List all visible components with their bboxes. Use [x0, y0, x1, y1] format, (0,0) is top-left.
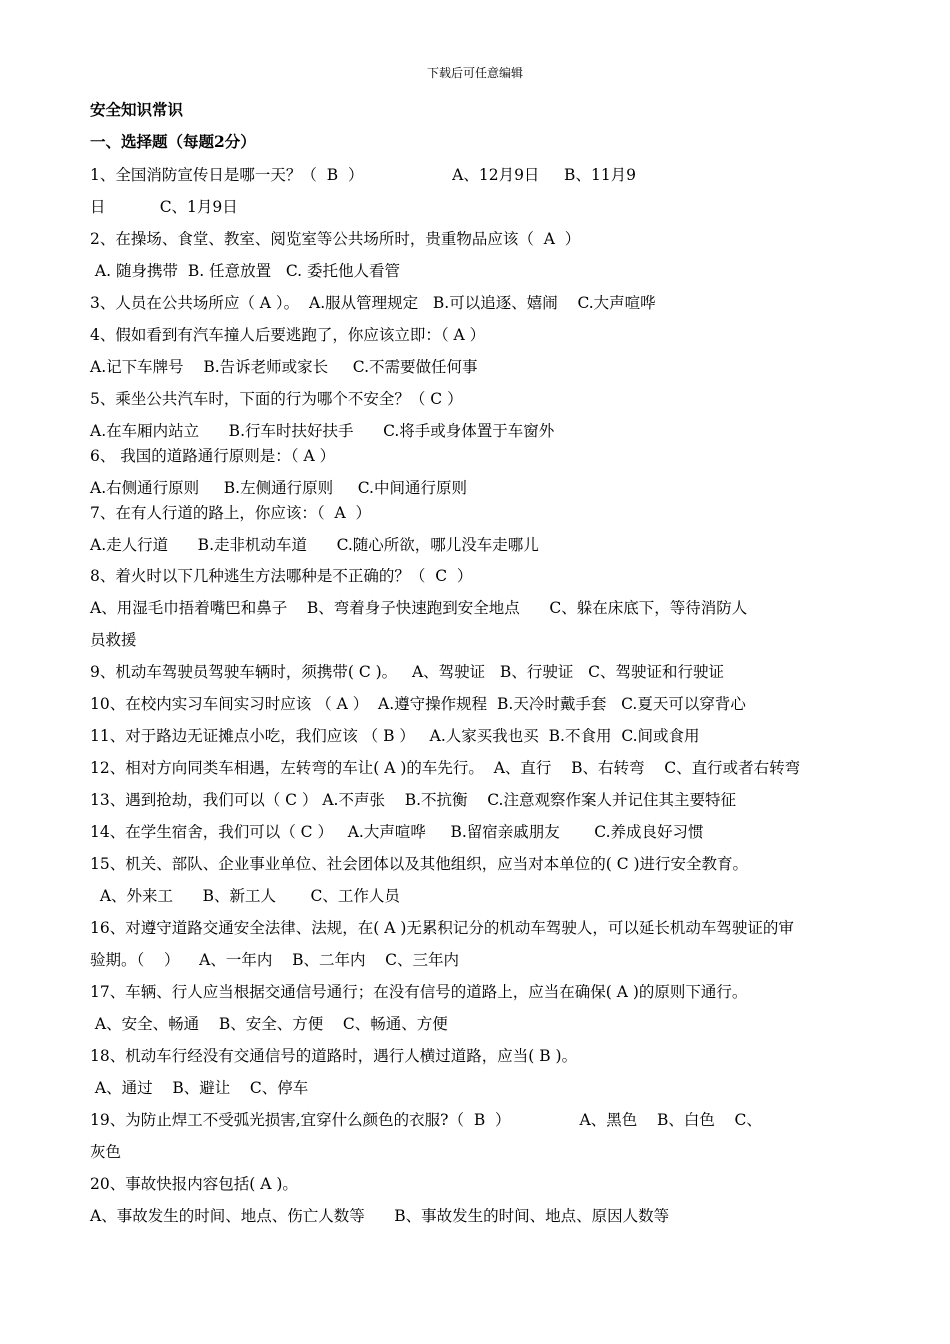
question-line: A、通过 B、避让 C、停车 [90, 1079, 309, 1097]
question-line: 日 C、1月9日 [90, 198, 238, 216]
question-line: 20、事故快报内容包括( A )。 [90, 1175, 298, 1193]
question-line: 17、车辆、行人应当根据交通信号通行；在没有信号的道路上，应当在确保( A )的原则下通行。 [90, 983, 748, 1001]
doc-title: 安全知识常识 [90, 100, 184, 119]
question-line: 8、着火时以下几种逃生方法哪种是不正确的？（ C ） [90, 567, 473, 585]
question-line: 11、对于路边无证摊点小吃，我们应该 （ B ） A.人家买我也买 B.不食用 C.间或食用 [90, 727, 700, 745]
question-line: 10、在校内实习车间实习时应该 （ A ） A.遵守操作规程 B.天冷时戴手套 C.夏天可以穿背心 [90, 695, 746, 713]
question-line: 4、假如看到有汽车撞人后要逃跑了，你应该立即：（ A ） [90, 326, 486, 344]
question-line: A. 随身携带 B. 任意放置 C. 委托他人看管 [90, 262, 401, 280]
question-line: 15、机关、部队、企业事业单位、社会团体以及其他组织，应当对本单位的( C )进行安全教育。 [90, 855, 749, 873]
header-note: 下载后可任意编辑 [426, 66, 523, 80]
question-line: A、安全、畅通 B、安全、方便 C、畅通、方便 [90, 1015, 448, 1033]
question-line: 19、为防止焊工不受弧光损害,宜穿什么颜色的衣服?（ B ） A、黑色 B、白色 C、 [90, 1111, 762, 1129]
question-line: A、事故发生的时间、地点、伤亡人数等 B、事故发生的时间、地点、原因人数等 [90, 1207, 670, 1225]
question-line: A.右侧通行原则 B.左侧通行原则 C.中间通行原则 [90, 479, 467, 497]
question-line: 1、全国消防宣传日是哪一天？（ B ） A、12月9日 B、11月9 [90, 166, 637, 184]
question-line: A.在车厢内站立 B.行车时扶好扶手 C.将手或身体置于车窗外 [90, 422, 555, 440]
question-line: 7、在有人行道的路上，你应该：（ A ） [90, 504, 372, 522]
question-line: 员救援 [90, 631, 137, 649]
question-line: 9、机动车驾驶员驾驶车辆时，须携带( C )。 A、驾驶证 B、行驶证 C、驾驶证和行驶证 [90, 663, 724, 681]
question-line: 2、在操场、食堂、教室、阅览室等公共场所时，贵重物品应该（ A ） [90, 230, 581, 248]
question-line: 12、相对方向同类车相遇，左转弯的车让( A )的车先行。 A、直行 B、右转弯 C、直行或者右转弯 [90, 759, 801, 777]
question-line: 3、人员在公共场所应（ A ）。 A.服从管理规定 B.可以追逐、嬉闹 C.大声喧哗 [90, 294, 656, 312]
question-line: A、外来工 B、新工人 C、工作人员 [90, 887, 400, 905]
question-line: 灰色 [90, 1143, 122, 1161]
question-line: A、用湿毛巾捂着嘴巴和鼻子 B、弯着身子快速跑到安全地点 C、躲在床底下，等待消防人 [90, 599, 748, 617]
question-line: 5、乘坐公共汽车时，下面的行为哪个不安全？（ C ） [90, 390, 463, 408]
section-title: 一、选择题（每题2分） [90, 132, 256, 151]
question-line: 18、机动车行经没有交通信号的道路时，遇行人横过道路，应当( B )。 [90, 1047, 578, 1065]
question-line: 验期。（ ） A、一年内 B、二年内 C、三年内 [90, 951, 460, 969]
question-line: 6、 我国的道路通行原则是：（ A ） [90, 447, 336, 465]
question-line: 14、在学生宿舍，我们可以（ C ） A.大声喧哗 B.留宿亲戚朋友 C.养成良好习惯 [90, 823, 704, 841]
question-line: A.记下车牌号 B.告诉老师或家长 C.不需要做任何事 [90, 358, 478, 376]
question-line: 16、对遵守道路交通安全法律、法规，在( A )无累积记分的机动车驾驶人，可以延长机动车驾驶证的审 [90, 919, 794, 937]
question-line: A.走人行道 B.走非机动车道 C.随心所欲，哪儿没车走哪儿 [90, 536, 539, 554]
question-line: 13、遇到抢劫，我们可以（ C ） A.不声张 B.不抗衡 C.注意观察作案人并记住其主要特征 [90, 791, 736, 809]
